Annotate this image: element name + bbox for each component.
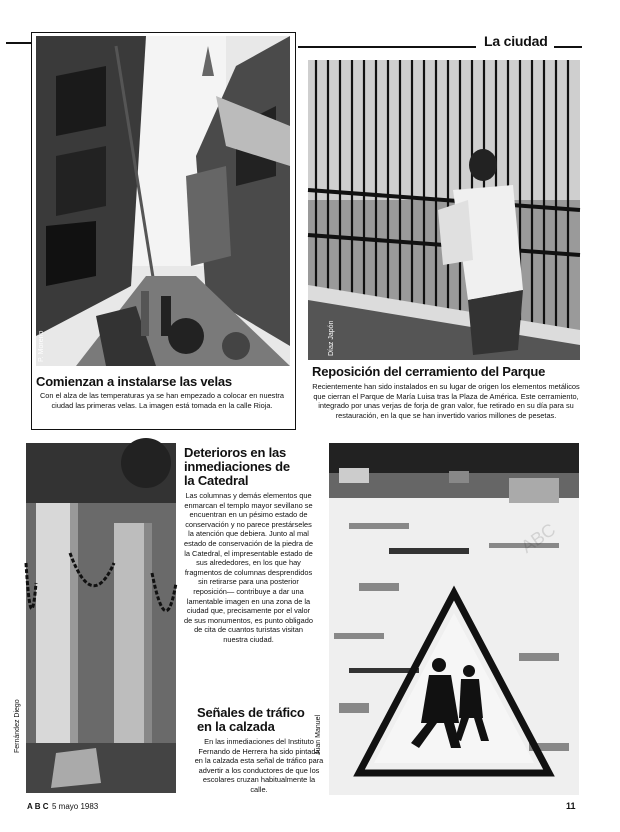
- page-number: 11: [566, 801, 576, 811]
- velas-caption: Con el alza de las temperaturas ya se han empezado a colocar en nuestra ciudad las primeras velas. La imagen está tomada en la calle Rioja.: [39, 391, 285, 410]
- footer-publication: A B C: [27, 802, 49, 811]
- parque-photo: [308, 60, 580, 360]
- top-left-rule: [6, 42, 32, 44]
- catedral-photo-credit: Fernández Diego: [14, 699, 21, 753]
- parque-photo-image: [308, 60, 580, 360]
- watermark: ABC: [517, 519, 560, 557]
- catedral-photo: [14, 443, 176, 793]
- catedral-body: Las columnas y demás elementos que enmarcan el templo mayor sevillano se encuentran en un pésimo estado de conservación y no parece prestárseles la atención que debiera. Junto al mal estado de conservación de la piedra de la Catedral, el impresentable estado de sus alrededores, en los que hay fragmentos de columnas desprendidos sin retirarse para una posterior reposición— contribuye a dar una lamentable imagen en una zona de la ciudad que, precisamente por el valor de sus monumentos, es punto obligado de cita de cuantos turistas visitan nuestra ciudad.: [183, 491, 313, 644]
- velas-photo: [36, 36, 290, 366]
- parque-headline: Reposición del cerramiento del Parque: [312, 364, 546, 379]
- parque-caption: Recientemente han sido instalados en su lugar de origen los elementos metálicos que cierran el Parque de María Luisa tras la Plaza de América. Este cerramiento, integrado por unas verjas de forja de gran valor, fue retirado en su día para su restauración, en la que se han invertido varios millones de pesetas.: [312, 382, 580, 420]
- trafico-headline: Señales de tráfico en la calzada: [197, 705, 305, 734]
- trafico-photo-credit: Juan Manuel: [315, 714, 322, 755]
- footer-date: 5 mayo 1983: [52, 802, 99, 811]
- parque-photo-credit: Díaz Japón: [328, 320, 335, 356]
- velas-photo-image: [36, 36, 290, 366]
- trafico-photo: [315, 443, 579, 795]
- velas-headline: Comienzan a instalarse las velas: [36, 374, 232, 389]
- header-rule-left: [298, 46, 476, 48]
- catedral-photo-image: [26, 443, 176, 793]
- catedral-headline: Deterioros en las inmediaciones de la Catedral: [184, 445, 290, 488]
- velas-photo-credit: P. Moreno: [38, 330, 45, 362]
- trafico-body: En las inmediaciones del Instituto Fernando de Herrera ha sido pintada en la calzada esta señal de tráfico para advertir a los conductores de que los escolares cruzan habitualmente la calle.: [194, 737, 324, 794]
- trafico-photo-image: [329, 443, 579, 795]
- section-title: La ciudad: [484, 33, 548, 49]
- header-rule-right: [554, 46, 582, 48]
